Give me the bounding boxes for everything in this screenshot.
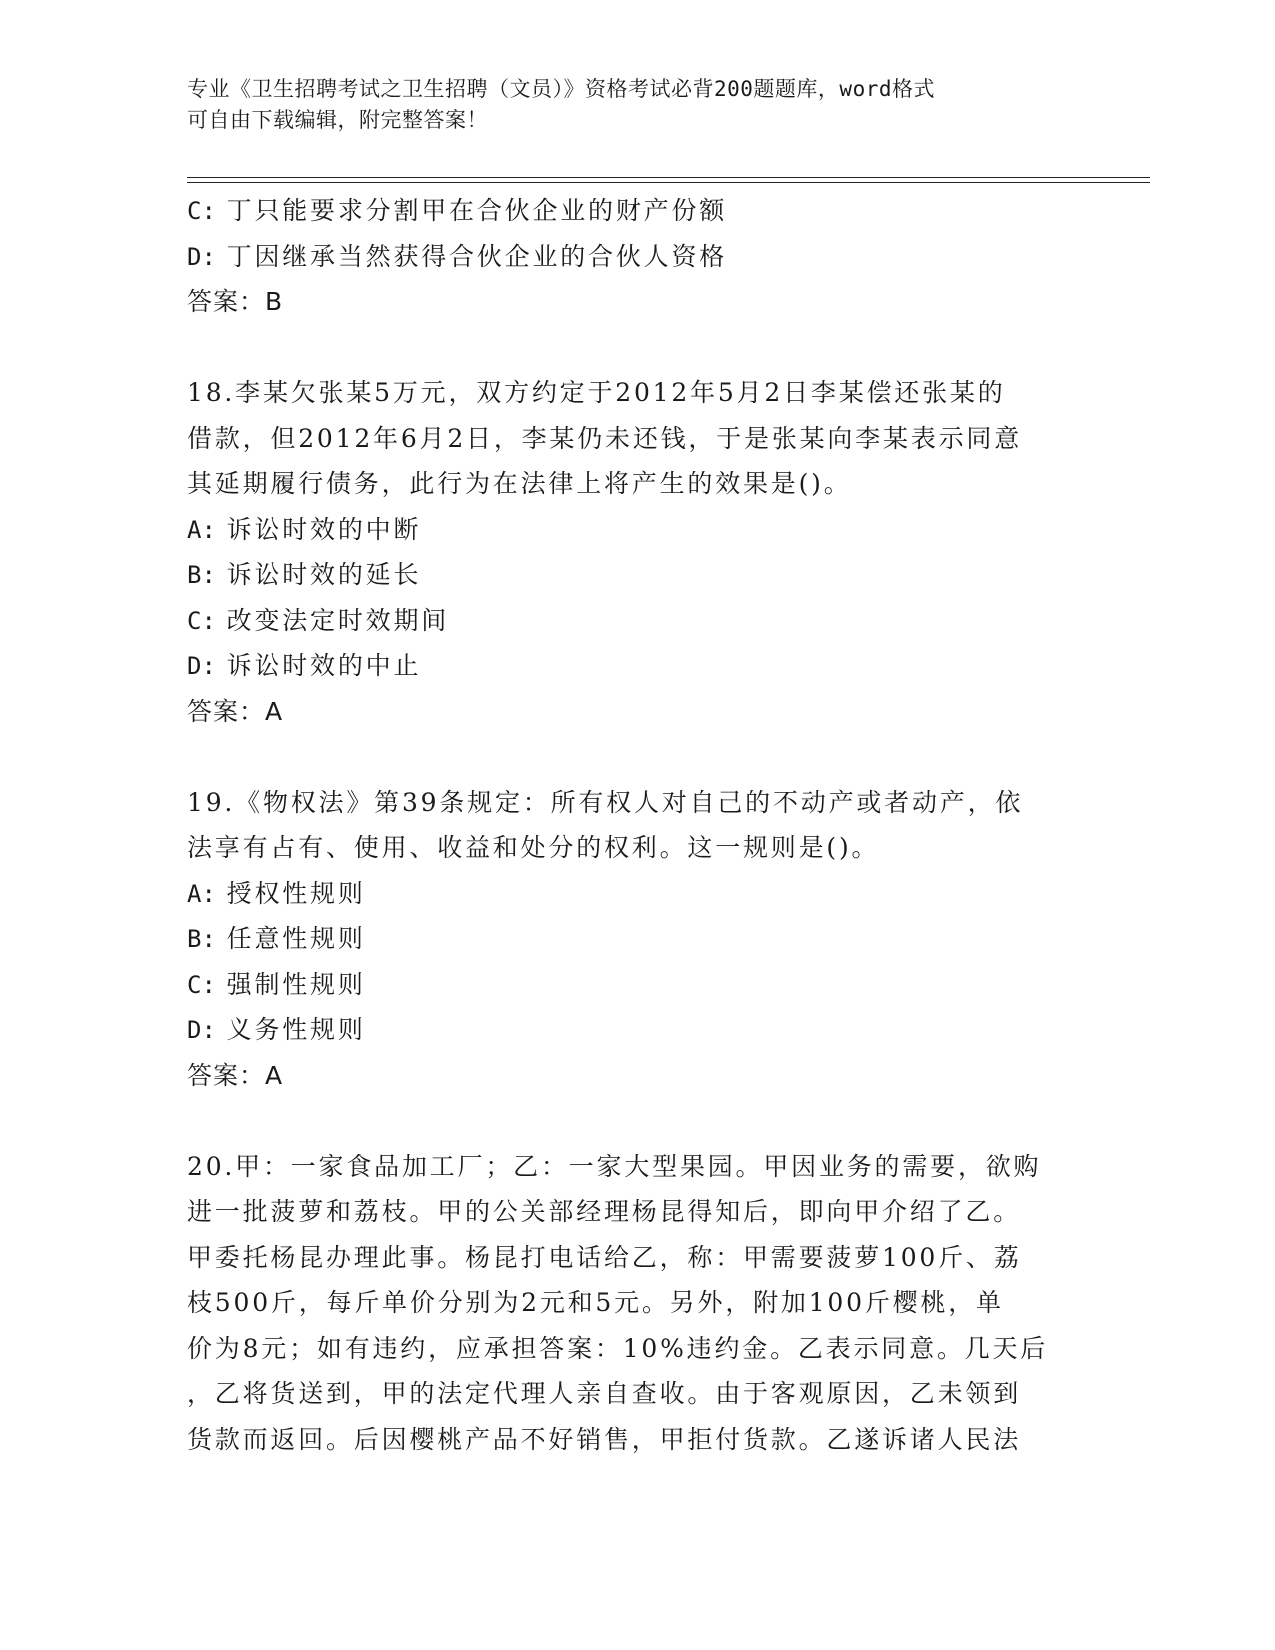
question-19 bbox=[187, 780, 1087, 1099]
option-b bbox=[187, 552, 1087, 598]
spacer bbox=[187, 325, 1087, 371]
option-text: 丁只能要求分割甲在合伙企业的财产份额 bbox=[226, 196, 728, 225]
option-letter: D: bbox=[187, 1016, 216, 1044]
option-letter: B: bbox=[187, 561, 216, 589]
option-c bbox=[187, 188, 1087, 234]
header-line-2: 可自由下载编辑，附完整答案！ bbox=[187, 108, 488, 132]
answer-line: 答案：B bbox=[187, 287, 284, 316]
question-text-line: ，乙将货送到，甲的法定代理人亲自查收。由于客观原因，乙未领到 bbox=[187, 1379, 1022, 1408]
header-rule-bottom bbox=[187, 182, 1150, 183]
option-letter: A: bbox=[187, 879, 216, 908]
header-line-1: 专业《卫生招聘考试之卫生招聘（文员）》资格考试必背200题题库，word格式 bbox=[187, 77, 935, 101]
option-letter: D: bbox=[187, 652, 216, 680]
option-letter: C: bbox=[187, 970, 216, 999]
option-letter: C: bbox=[187, 606, 216, 635]
question-text-line: 18.李某欠张某5万元，双方约定于2012年5月2日李某偿还张某的 bbox=[187, 378, 1006, 407]
option-a bbox=[187, 507, 1087, 553]
option-letter: C: bbox=[187, 197, 216, 225]
option-letter: A: bbox=[187, 515, 216, 544]
spacer bbox=[187, 734, 1087, 780]
question-text-line: 价为8元；如有违约，应承担答案：10%违约金。乙表示同意。几天后 bbox=[187, 1333, 1049, 1363]
question-text-line: 借款，但2012年6月2日，李某仍未还钱，于是张某向李某表示同意 bbox=[187, 423, 1023, 453]
page-header bbox=[187, 74, 1067, 136]
option-text: 诉讼时效的中止 bbox=[226, 651, 422, 680]
document-body bbox=[187, 188, 1087, 1462]
question-text-line: 法享有占有、使用、收益和处分的权利。这一规则是()。 bbox=[187, 833, 880, 862]
question-text-line: 货款而返回。后因樱桃产品不好销售，甲拒付货款。乙遂诉诸人民法 bbox=[187, 1424, 1022, 1454]
option-text: 义务性规则 bbox=[226, 1015, 366, 1044]
option-letter: B: bbox=[187, 925, 216, 953]
option-text: 诉讼时效的中断 bbox=[226, 514, 422, 544]
question-text-line: 20.甲：一家食品加工厂；乙：一家大型果园。甲因业务的需要，欲购 bbox=[187, 1151, 1042, 1181]
option-text: 诉讼时效的延长 bbox=[226, 560, 422, 589]
answer-line: 答案：A bbox=[187, 696, 284, 726]
question-text-line: 进一批菠萝和荔枝。甲的公关部经理杨昆得知后，即向甲介绍了乙。 bbox=[187, 1197, 1022, 1226]
question-text-line: 其延期履行债务，此行为在法律上将产生的效果是()。 bbox=[187, 469, 852, 498]
question-text-line: 甲委托杨昆办理此事。杨昆打电话给乙，称：甲需要菠萝100斤、荔 bbox=[187, 1242, 1022, 1272]
option-b bbox=[187, 916, 1087, 962]
option-a bbox=[187, 871, 1087, 917]
question-17-tail bbox=[187, 188, 1087, 325]
option-text: 丁因继承当然获得合伙企业的合伙人资格 bbox=[226, 241, 728, 271]
option-text: 授权性规则 bbox=[226, 878, 366, 908]
option-c bbox=[187, 598, 1087, 644]
option-text: 任意性规则 bbox=[226, 924, 366, 953]
question-text-line: 19.《物权法》第39条规定：所有权人对自己的不动产或者动产，依 bbox=[187, 787, 1024, 817]
option-d bbox=[187, 1007, 1087, 1053]
option-text: 改变法定时效期间 bbox=[226, 605, 450, 635]
option-d bbox=[187, 234, 1087, 280]
answer-line: 答案：A bbox=[187, 1060, 284, 1090]
header-rule-top bbox=[187, 177, 1150, 178]
question-text-line: 枝500斤，每斤单价分别为2元和5元。另外，附加100斤樱桃，单 bbox=[187, 1288, 1004, 1317]
spacer bbox=[187, 1098, 1087, 1144]
option-text: 强制性规则 bbox=[226, 969, 366, 999]
question-18 bbox=[187, 370, 1087, 734]
option-letter: D: bbox=[187, 242, 216, 271]
question-20 bbox=[187, 1144, 1087, 1463]
option-d bbox=[187, 643, 1087, 689]
option-c bbox=[187, 962, 1087, 1008]
